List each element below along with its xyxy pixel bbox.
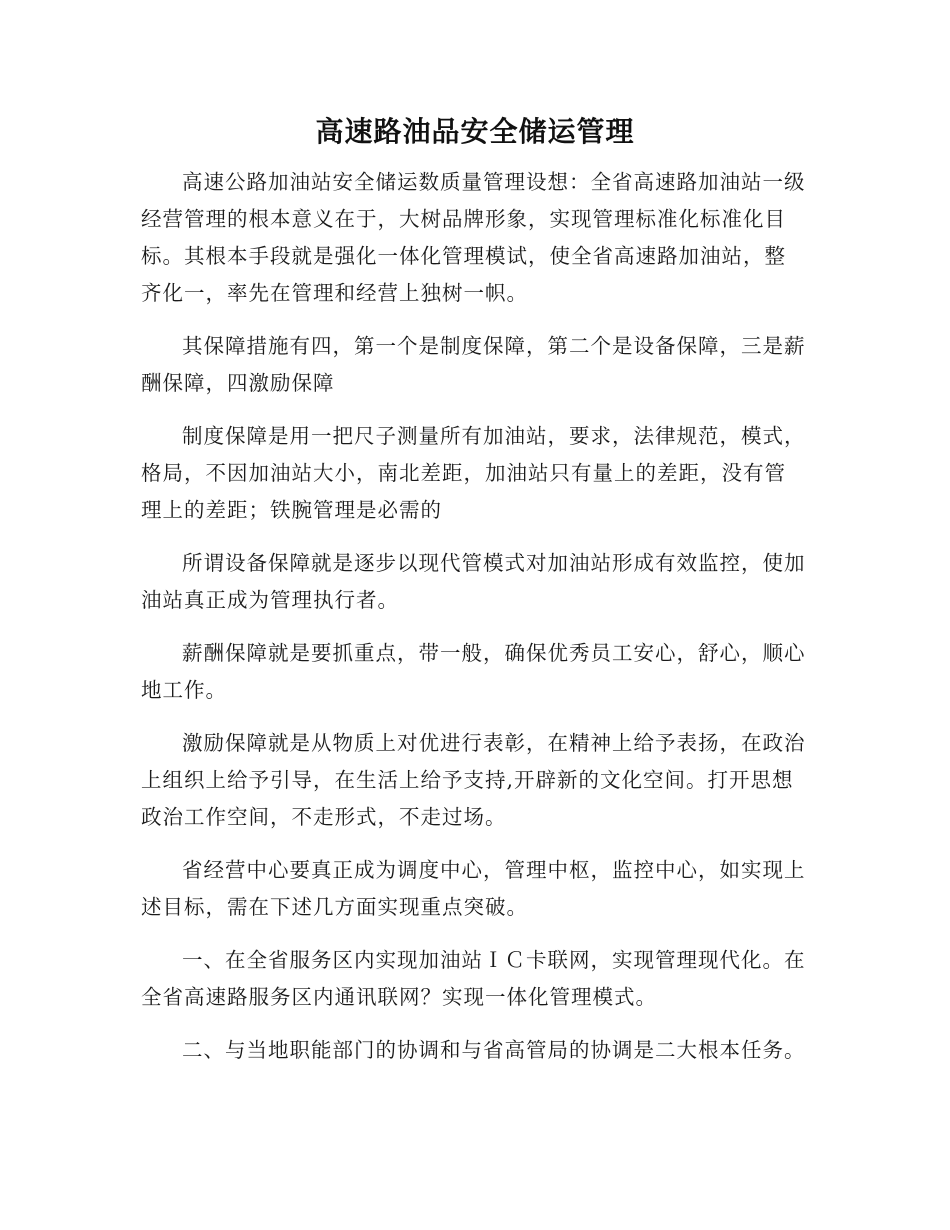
document-body: [141, 164, 807, 1085]
paragraph-salary-guarantee: 薪酬保障就是要抓重点，带一般，确保优秀员工安心，舒心，顺心地工作。: [141, 641, 806, 702]
document-title: 高速路油品安全储运管理: [315, 115, 635, 148]
paragraph-intro: 高速公路加油站安全储运数质量管理设想：全省高速路加油站一级经营管理的根本意义在于，大树品牌形象，实现管理标准化标准化目标。其根本手段就是强化一体化管理模试，使全省高速路加油站，整齐化一，率先在管理和经营上独树一帜。: [141, 170, 806, 305]
paragraph-incentive-guarantee: 激励保障就是从物质上对优进行表彰，在精神上给予表扬，在政治上组织上给予引导，在生活上给予支持,开辟新的文化空间。打开思想政治工作空间，不走形式，不走过场。: [141, 731, 806, 829]
paragraph-system-guarantee: 制度保障是用一把尺子测量所有加油站，要求，法律规范，模式，格局，不因加油站大小，南北差距，加油站只有量上的差距，没有管理上的差距；铁腕管理是必需的: [141, 424, 806, 522]
paragraph-operation-center: 省经营中心要真正成为调度中心，管理中枢，监控中心，如实现上述目标，需在下述几方面实现重点突破。: [141, 858, 806, 919]
paragraph-item-one: 一、在全省服务区内实现加油站ＩＣ卡联网，实现管理现代化。在全省高速路服务区内通讯联网？实现一体化管理模式。: [141, 948, 806, 1009]
paragraph-measures: 其保障措施有四，第一个是制度保障，第二个是设备保障，三是薪酬保障，四激励保障: [141, 334, 806, 395]
paragraph-equipment-guarantee: 所谓设备保障就是逐步以现代管模式对加油站形成有效监控，使加油站真正成为管理执行者。: [141, 551, 806, 612]
paragraph-item-two: 二、与当地职能部门的协调和与省高管局的协调是二大根本任务。: [182, 1038, 806, 1062]
